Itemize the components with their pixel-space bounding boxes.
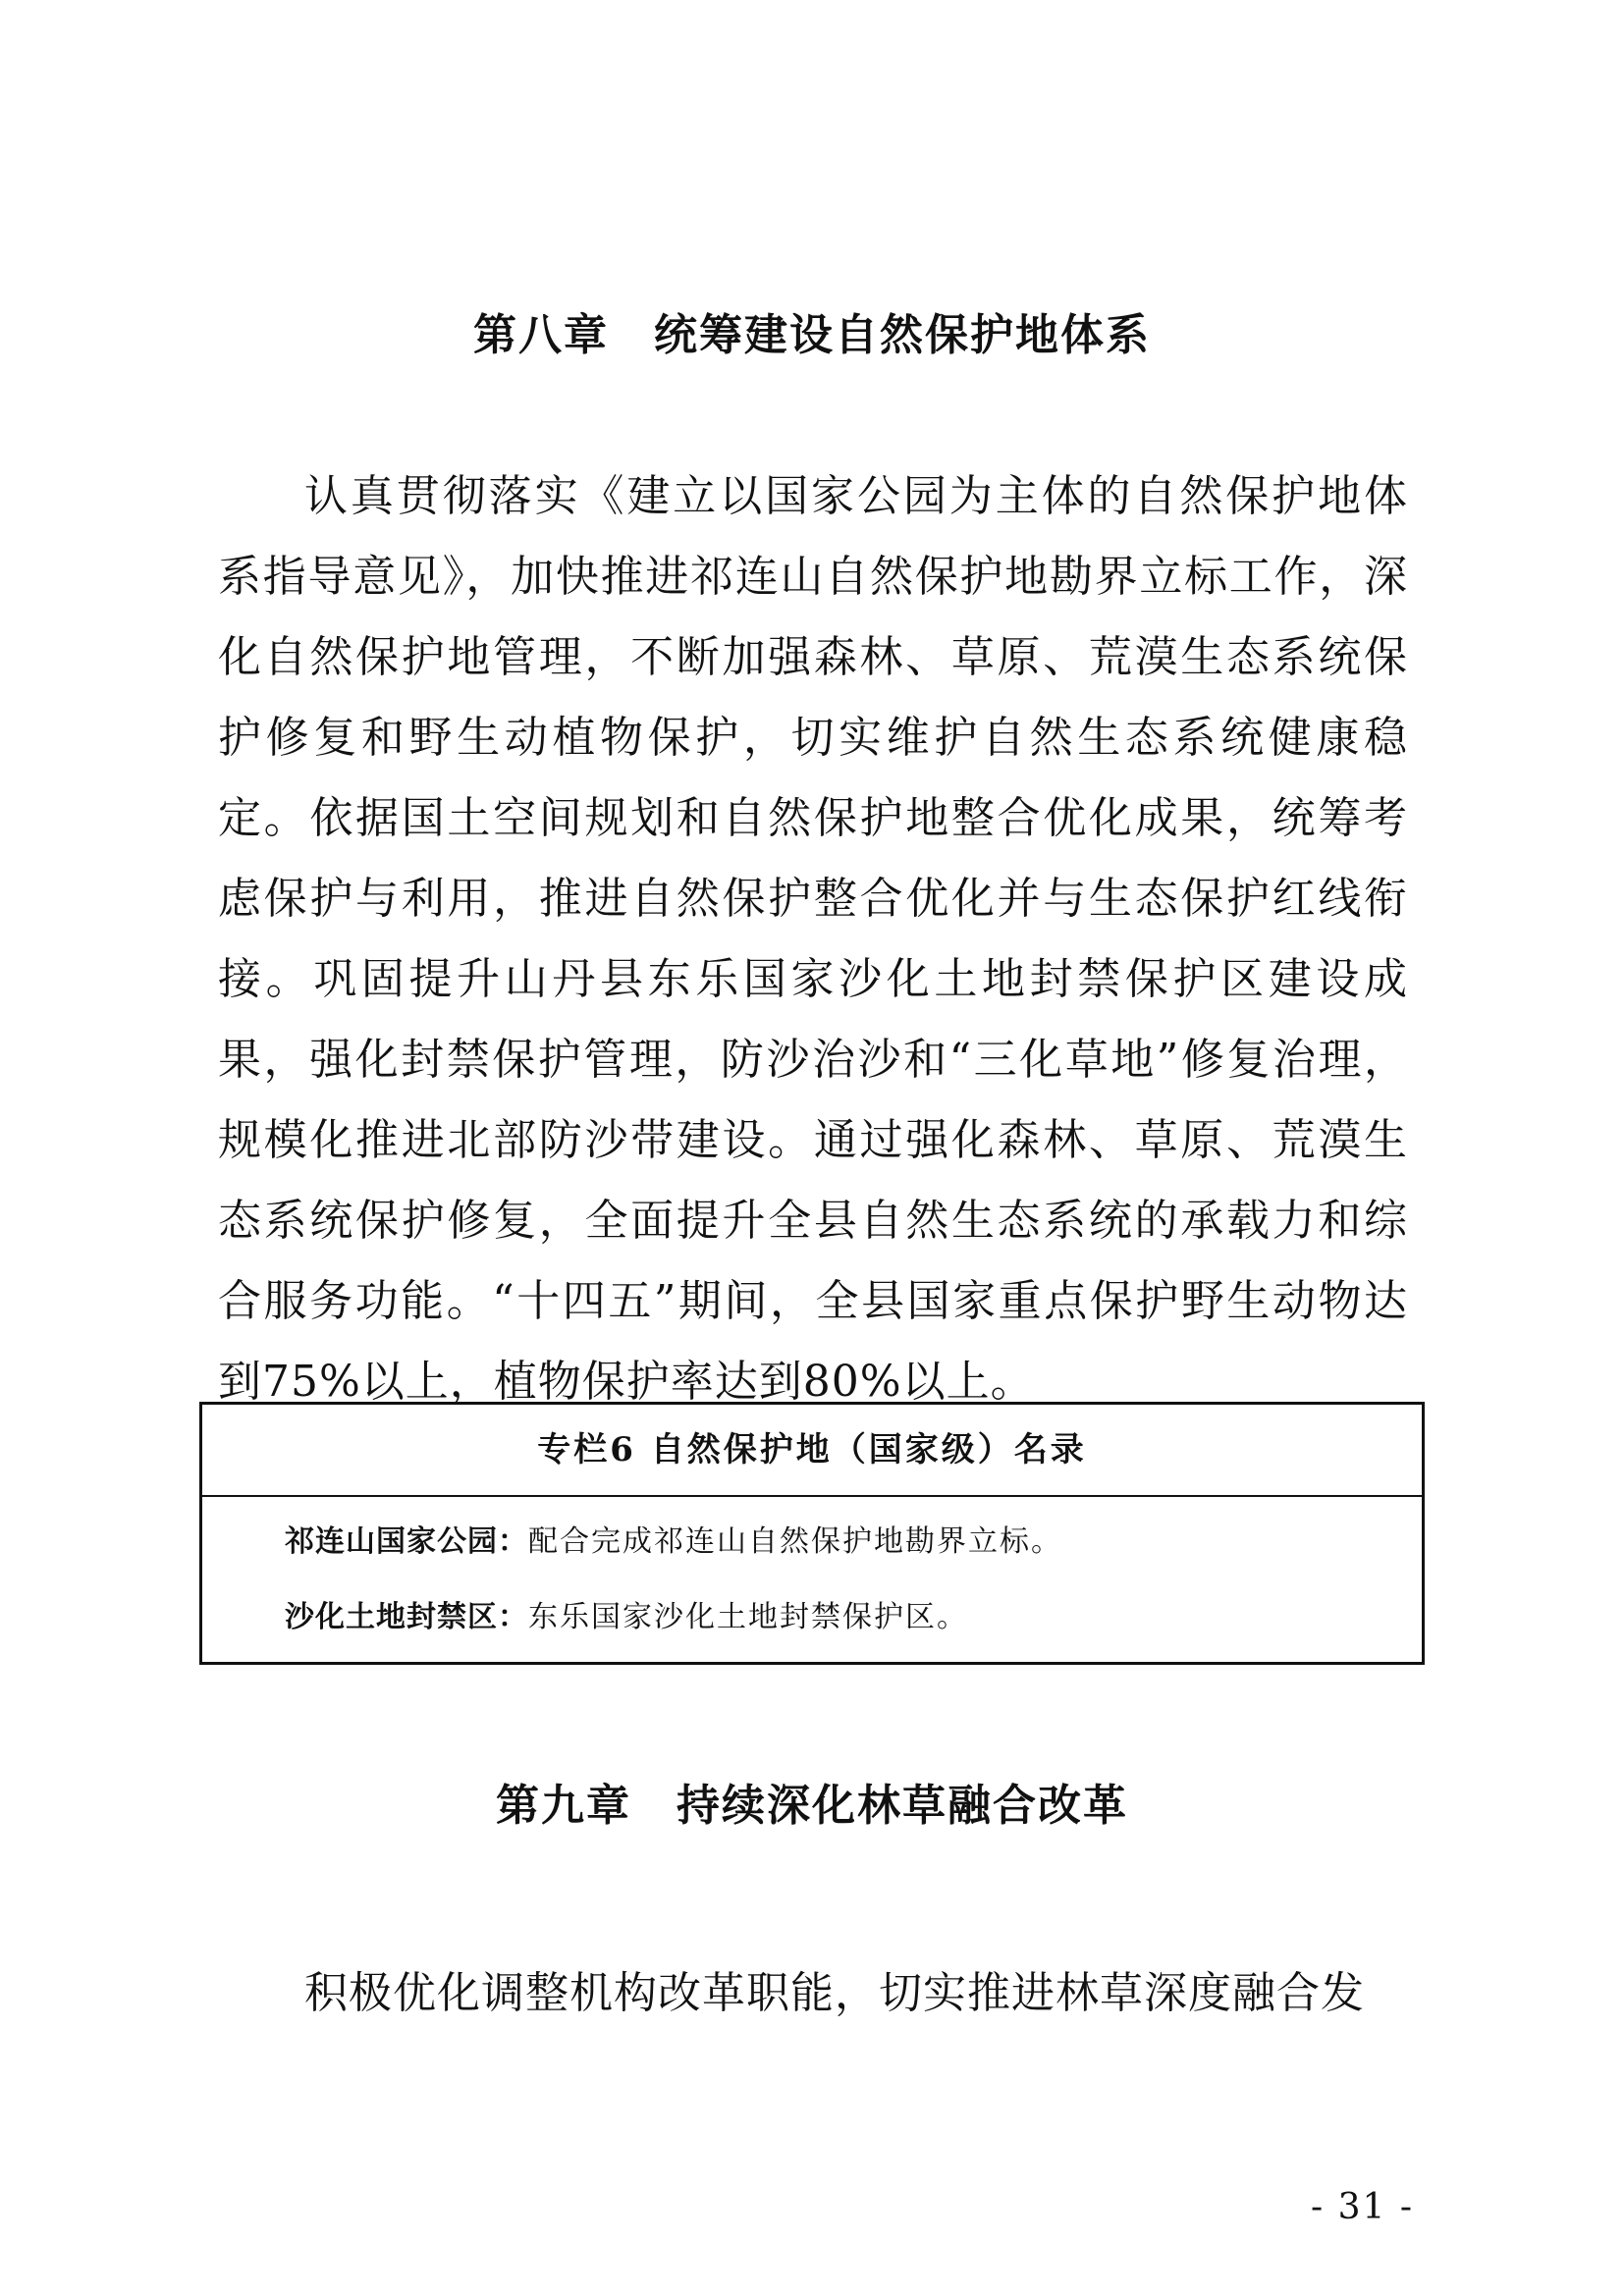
column-box: [199, 1402, 1425, 1665]
row-description: 东乐国家沙化土地封禁保护区。: [528, 1600, 968, 1634]
row-description: 配合完成祁连山自然保护地勘界立标。: [528, 1524, 1062, 1559]
column-box-row: [285, 1522, 1062, 1562]
chapter-8-title: 第八章 统筹建设自然保护地体系: [473, 310, 1151, 360]
page-number: - 31 -: [1310, 2187, 1414, 2227]
row-term: 祁连山国家公园：: [285, 1524, 528, 1559]
chapter-8-paragraph: 认真贯彻落实《建立以国家公园为主体的自然保护地体系指导意见》，加快推进祁连山自然保护地勘界立标工作，深化自然保护地管理，不断加强森林、草原、荒漠生态系统保护修复和野生动植物保护，切实维护自然生态系统健康稳定。依据国土空间规划和自然保护地整合优化成果，统筹考虑保护与利用，推进自然保护整合优化并与生态保护红线衔接。巩固提升山丹县东乐国家沙化土地封禁保护区建设成果，强化封禁保护管理，防沙治沙和“三化草地”修复治理，规模化推进北部防沙带建设。通过强化森林、草原、荒漠生态系统保护修复，全面提升全县自然生态系统的承载力和综合服务功能。“十四五”期间，全县国家重点保护野生动物达到75%以上，植物保护率达到80%以上。: [218, 471, 1408, 1407]
chapter-9-paragraph: 积极优化调整机构改革职能，切实推进林草深度融合发: [304, 1968, 1365, 2018]
row-term: 沙化土地封禁区：: [285, 1600, 528, 1634]
chapter-9-title: 第九章 持续深化林草融合改革: [496, 1781, 1128, 1831]
column-box-title: 专栏6 自然保护地（国家级）名录: [202, 1405, 1422, 1497]
column-box-row: [285, 1598, 968, 1637]
